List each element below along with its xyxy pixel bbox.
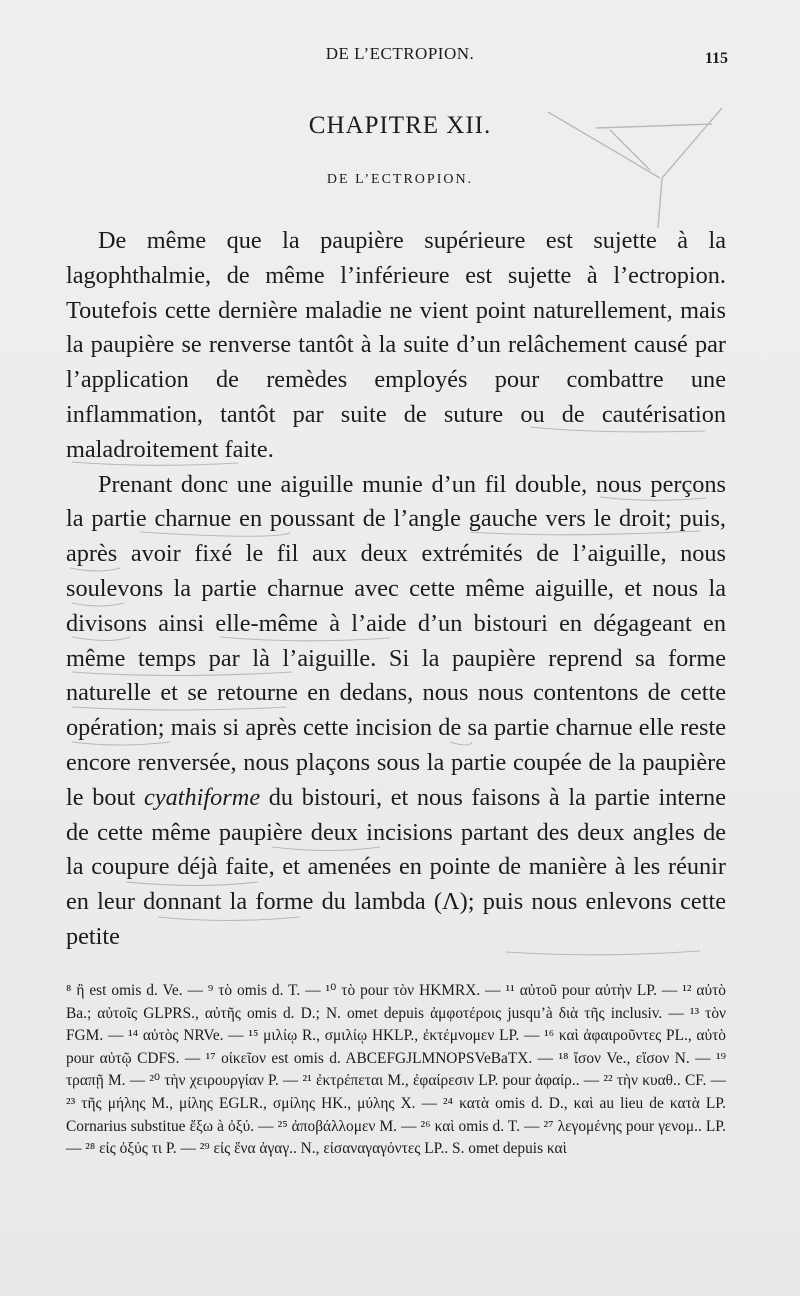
main-text — [66, 224, 726, 955]
paragraph-1: De même que la paupière supérieure est sujette à la lagophthalmie, de même l’inférieure est sujette à l’ectropion. Toutefois cette dernière maladie ne vient point naturellement, mais la paupière se renverse tantôt à la suite d’un relâchement causé par l’application de remèdes employés pour combattre une inflammation, tantôt par suite de suture ou de cautérisation maladroitement faite. — [66, 227, 726, 463]
italic-term: cyathiforme — [144, 783, 261, 811]
paragraph-2-part-b: du bistouri, et nous faisons à la partie interne de cette même paupière deux incisions partant des deux angles de la coupure déjà faite, et amenées en pointe de manière à les réunir en leur donnant la forme du lambda (Λ); puis nous enlevons cette petite — [66, 783, 726, 950]
footnotes-text: ⁸ ἢ est omis d. Ve. — ⁹ τὸ omis d. T. — ¹⁰ τὸ pour τὸν HKMRX. — ¹¹ αὐτοῦ pour αὐτὴν LP. — ¹² αὐτὸ Ba.; αὐτοῖς GLPRS., αὐτῆς omis d. D.; N. omet depuis ἀμφοτέροις jusqu’à διὰ τῆς inclusiv. — ¹³ τὸν FGM. — ¹⁴ αὐτὸς NRVe. — ¹⁵ μιλίῳ R., σμιλίῳ HKLP., ἐκτέμνομεν LP. — ¹⁶ καὶ ἀφαιροῦντες PL., αὐτὸ pour αὐτῷ CDFS. — ¹⁷ οἰκεῖον est omis d. ABCEFGJLMNOPSVeBaTX. — ¹⁸ ἴσον Ve., εἴσον N. — ¹⁹ τραπῇ M. — ²⁰ τὴν χειρουργίαν P. — ²¹ ἐκτρέπεται M., ἐφαίρεσιν LP. pour ἀφαίρ.. — ²² τὴν κυαθ.. CF. — ²³ τῆς μήλης M., μίλης EGLR., σμίλης HK., μύλης X. — ²⁴ κατὰ omis d. D., καὶ au lieu de κατὰ LP. Cornarius substitue ἔξω à ὀξύ. — ²⁵ ἀποβάλλομεν M. — ²⁶ καὶ omis d. T. — ²⁷ λεγομένης pour γενομ.. LP. — ²⁸ εἰς ὀξύς τι P. — ²⁹ εἰς ἕνα ἀγαγ.. N., εἰσαναγαγόντες LP.. S. omet depuis καὶ — [66, 982, 726, 1158]
page-number: 115 — [704, 50, 728, 67]
paragraph-2-part-a: Prenant donc une aiguille munie d’un fil double, nous perçons la partie charnue en poussant de l’angle gauche vers le droit; puis, après avoir fixé le fil aux deux extrémités de l’aiguille, nous soulevons la partie charnue avec cette même aiguille, et nous la divisons ainsi elle-même à l’aide d’un bistouri en dégageant en même temps par là l’aiguille. Si la paupière reprend sa forme naturelle et se retourne en dedans, nous nous contentons de cette opération; mais si après cette incision de sa partie charnue elle reste encore renversée, nous plaçons sous la partie coupée de la paupière le bout — [66, 470, 726, 811]
chapter-subtitle: DE L’ECTROPION. — [326, 172, 474, 187]
running-head: DE L’ECTROPION. — [325, 44, 475, 63]
paragraph-2 — [66, 468, 726, 955]
footnotes — [66, 980, 726, 1161]
chapter-title: CHAPITRE XII. — [308, 112, 492, 139]
